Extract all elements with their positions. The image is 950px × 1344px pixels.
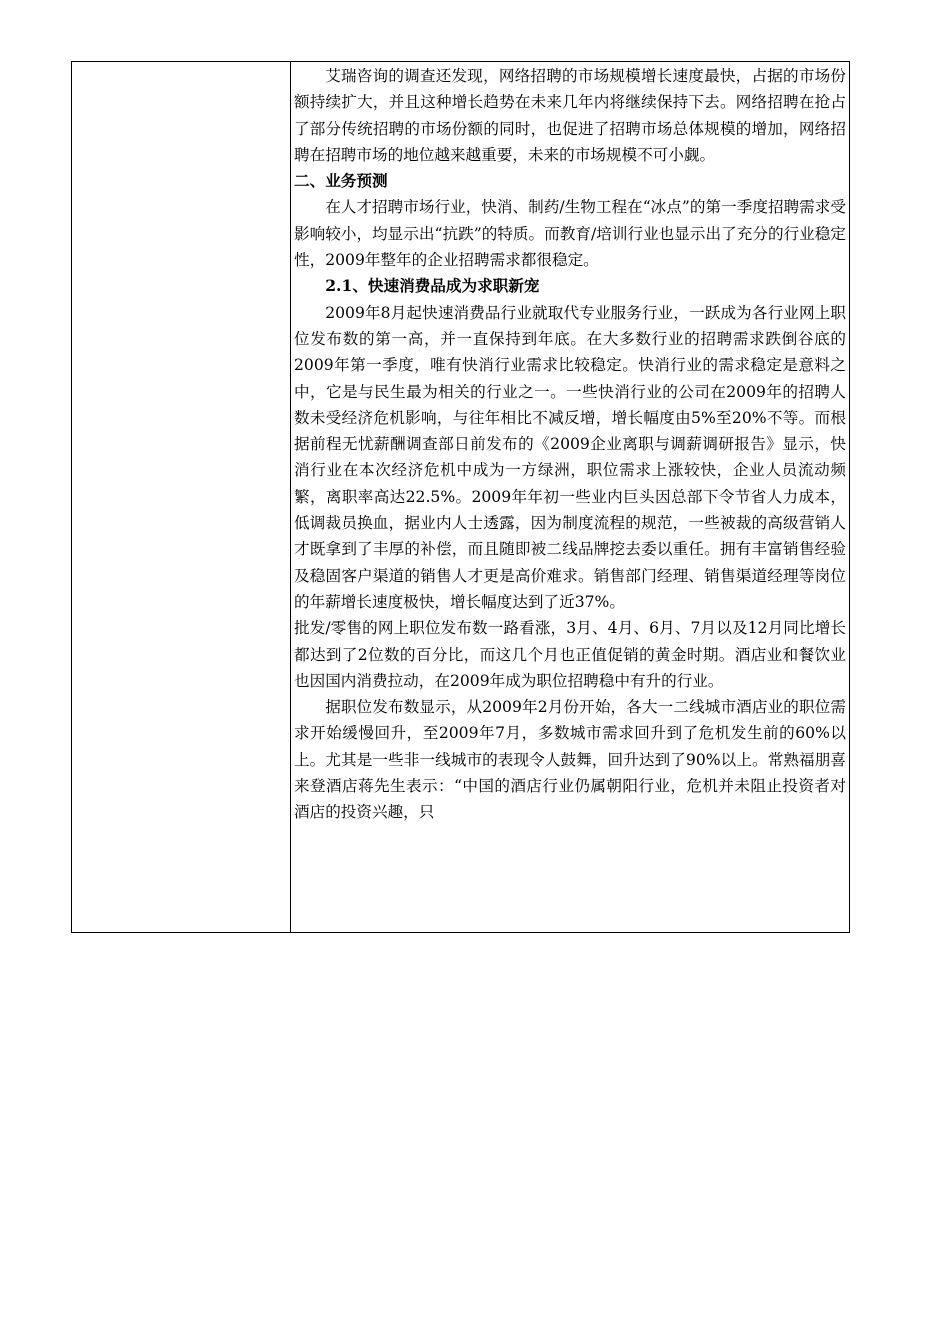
paragraph-hotel-industry: 据职位发布数显示，从2009年2月份开始，各大一二线城市酒店业的职位需求开始缓慢回升，至2009年7月，多数城市需求回升到了危机发生前的60%以上。尤其是一些非一线城市的表现令人鼓舞，回升达到了90%以上。常熟福朋喜来登酒店蒋先生表示：“中国的酒店行业仍属朝阳行业，危机并未阻止投资者对酒店的投资兴趣，只 [294, 698, 846, 822]
paragraph-industry-stability: 在人才招聘市场行业，快消、制药/生物工程在“冰点”的第一季度招聘需求受影响较小，均显示出“抗跌”的特质。而教育/培训行业也显示出了充分的行业稳定性，2009年整年的企业招聘需求都很稳定。 [294, 198, 846, 270]
table-content-cell [291, 62, 849, 932]
paragraph-wholesale-retail: 批发/零售的网上职位发布数一路看涨，3月、4月、6月、7月以及12月同比增长都达到了2位数的百分比，而这几个月也正值促销的黄金时期。酒店业和餐饮业也因国内消费拉动，在2009年成为职位招聘稳中有升的行业。 [294, 619, 846, 690]
table-left-cell [72, 62, 291, 932]
section-heading-business-forecast: 二、业务预测 [294, 171, 388, 191]
paragraph-online-recruitment: 艾瑞咨询的调查还发现，网络招聘的市场规模增长速度最快，占据的市场份额持续扩大，并且这种增长趋势在未来几年内将继续保持下去。网络招聘在抢占了部分传统招聘的市场份额的同时，也促进了招聘市场总体规模的增加，网络招聘在招聘市场的地位越来越重要，未来的市场规模不可小觑。 [294, 67, 846, 164]
paragraph-fmcg-details: 2009年8月起快速消费品行业就取代专业服务行业，一跃成为各行业网上职位发布数的第一高，并一直保持到年底。在大多数行业的招聘需求跌倒谷底的2009年第一季度，唯有快消行业需求比较稳定。快消行业的需求稳定是意料之中，它是与民生最为相关的行业之一。一些快消行业的公司在2009年的招聘人数未受经济危机影响，与往年相比不减反增，增长幅度由5%至20%不等。而根据前程无忧薪酬调查部日前发布的《2009企业离职与调薪调研报告》显示，快消行业在本次经济危机中成为一方绿洲，职位需求上涨较快，企业人员流动频繁，离职率高达22.5%。2009年年初一些业内巨头因总部下令节省人力成本，低调裁员换血，据业内人士透露，因为制度流程的规范，一些被裁的高级营销人才既拿到了丰厚的补偿，而且随即被二线品牌挖去委以重任。拥有丰富销售经验及稳固客户渠道的销售人才更是高价难求。销售部门经理、销售渠道经理等岗位的年薪增长速度极快，增长幅度达到了近37%。 [294, 303, 846, 611]
subsection-heading-fmcg: 2.1、快速消费品成为求职新宠 [325, 276, 540, 296]
document-table [71, 61, 850, 933]
